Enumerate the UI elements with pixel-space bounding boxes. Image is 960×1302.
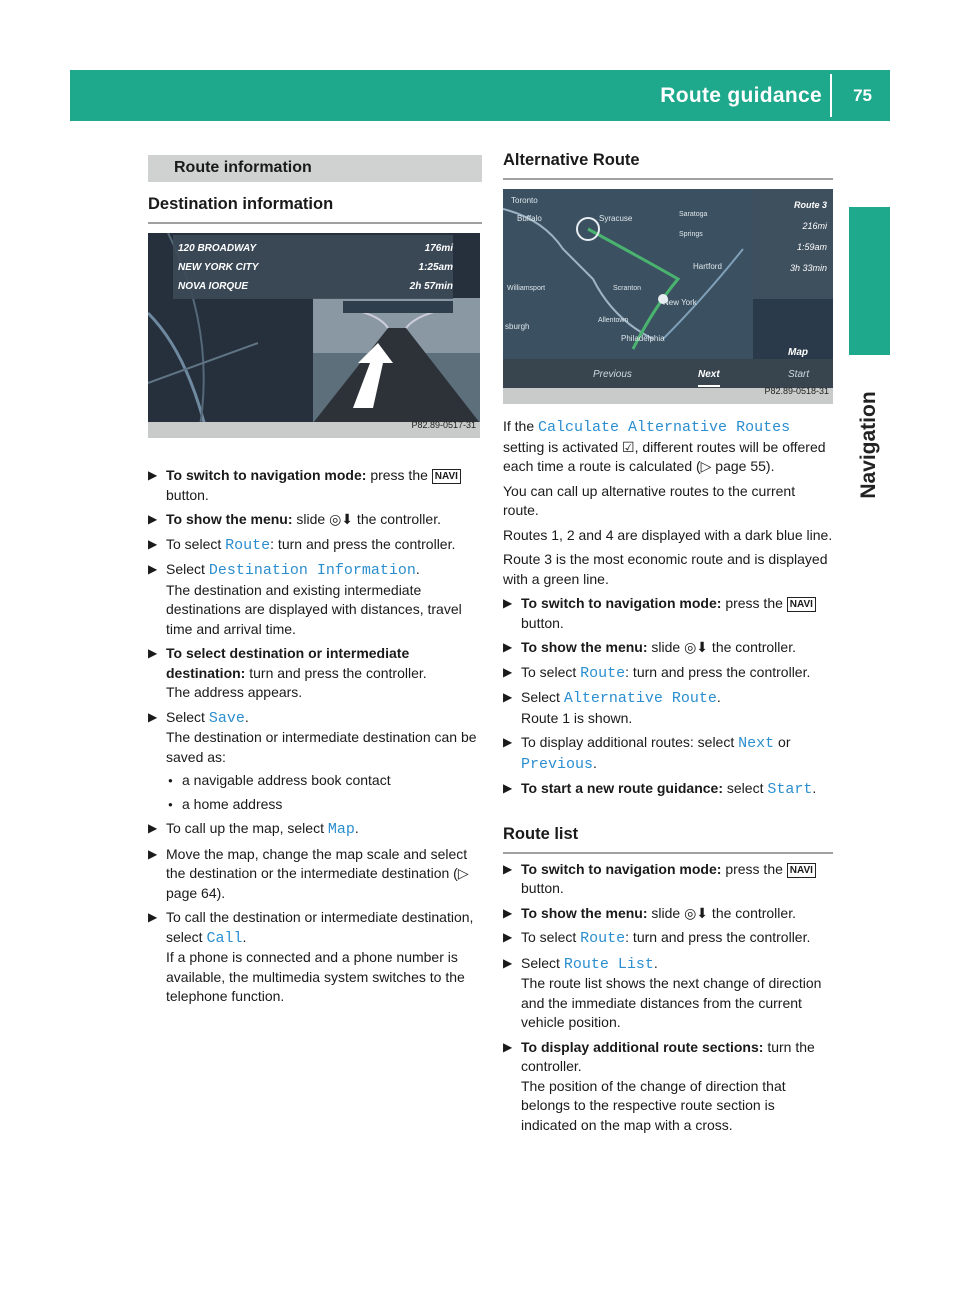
city-label: Williamsport [507,285,546,292]
text-run: Move the map, change the map scale and select the destination or the intermediate destination (▷ page 64). [166,845,469,901]
bullet-icon: ● [168,799,173,809]
bold-text: To show the menu: [521,639,652,655]
city-label: Syracuse [599,214,633,223]
bold-text: To select destination or intermediate destination: [166,645,410,681]
instruction-step [503,860,833,899]
step-text [521,779,833,800]
route-arrival: 1:59am [796,242,827,252]
text-run: . [415,561,420,577]
step-arrow-icon: ▶ [503,596,513,610]
step-text [166,466,482,505]
step-text [166,535,482,556]
step-result: The destination and existing intermediate destinations are displayed with distances, travel time and arrival time. [166,581,462,637]
instruction-step [503,904,833,924]
instruction-step [503,733,833,774]
city-label: New York [663,298,697,307]
step-text [182,771,482,791]
text-run: Routes 1, 2 and 4 are displayed with a dark blue line. [503,526,833,543]
step-text [166,560,482,581]
text-run: : turn and press the controller. [270,535,456,552]
city-label: Allentown [598,317,629,324]
text-run: If the [503,418,539,434]
text-run: To call the destination or intermediate destination, select [166,909,474,945]
dest-row [178,239,453,258]
step-arrow-icon: ▶ [148,536,158,551]
menu-item-text: Route List [563,955,654,973]
step-result: The destination or intermediate destination can be saved as: [166,729,477,765]
step-arrow-icon: ▶ [148,821,158,835]
instruction-step [503,928,833,949]
step-text [521,860,833,899]
section-bar: Route information [148,155,482,182]
step-arrow-icon: ▶ [148,468,158,482]
step-text [166,644,482,683]
instruction-step [148,908,482,1007]
dest-row-value: 1:25am [418,262,453,273]
text-run: . [812,780,817,796]
step-text [521,1038,833,1077]
step-text [521,663,833,684]
menu-item-text: Route [580,930,626,947]
step-result: The address appears. [166,684,303,700]
city-label: sburgh [505,322,530,331]
alternative-route-text [503,417,833,589]
text-run: select [726,780,768,796]
step-text [521,954,833,975]
step-text [166,908,482,948]
step-arrow-icon: ▶ [503,905,513,920]
text-run: press the [725,860,787,877]
route-duration: 3h 33min [789,263,827,273]
page-number: 75 [853,86,872,105]
bullet-item [148,771,482,791]
bullet-icon: ● [168,776,173,785]
bold-text: To display additional route sections: [521,1038,768,1055]
instruction-step [148,644,482,703]
dest-row-name: NOVA IORQUE [178,281,249,292]
city-label: Buffalo [517,214,542,223]
instruction-step [503,954,833,1033]
step-text [521,733,833,774]
step-text [166,510,482,530]
instruction-step [503,638,833,658]
header-divider [830,74,832,117]
city-label: Philadelphia [621,334,665,343]
dest-row-value: 2h 57min [409,281,453,292]
next-button[interactable]: Next [698,365,720,387]
dest-row-value: 176mi [424,243,453,254]
step-result: The position of the change of direction that belongs to the respective route section is indicated on the map with a cross. [521,1077,786,1133]
step-text [521,904,833,924]
instruction-step [503,1038,833,1136]
section-title: Route guidance [660,84,822,107]
text-run: To select [166,535,226,552]
step-text [521,928,833,949]
step-text [521,594,833,633]
bullet-item [148,795,482,815]
side-tab [849,207,890,355]
text-run: You can call up alternative routes to the current route. [503,482,796,518]
menu-item-text: Alternative Route [563,690,717,707]
bold-text: To start a new route guidance: [521,780,727,796]
text-run: . [653,954,658,971]
step-arrow-icon: ▶ [503,690,513,704]
figure-code: P82.89-0517-31 [411,419,476,430]
text-run: : turn and press the controller. [625,663,811,680]
step-arrow-icon: ▶ [503,955,513,970]
step-text [166,845,482,904]
instruction-step [148,510,482,530]
bold-text: To switch to navigation mode: [521,860,726,877]
instruction-step [503,779,833,800]
text-run: or [774,734,791,750]
text-run: To select [521,929,581,945]
map-button[interactable]: Map [788,347,808,358]
paragraph [503,550,833,589]
destination-heading: Destination information [148,194,482,224]
menu-item-text: Map [327,821,355,838]
menu-item-text: Start [767,781,813,798]
instruction-step [148,845,482,904]
city-label: Saratoga Springs [679,211,708,238]
step-text [166,708,482,729]
instruction-step [148,466,482,505]
menu-item-text: Calculate Alternative Routes [538,419,791,436]
right-instructions [503,594,833,800]
step-arrow-icon: ▶ [503,861,513,876]
alternative-route-heading: Alternative Route [503,150,833,180]
left-column [148,155,482,1007]
paragraph [503,417,833,477]
route-distance: 216mi [802,221,827,231]
step-arrow-icon: ▶ [148,562,158,576]
right-column [503,150,833,1135]
step-text [182,795,482,815]
step-arrow-icon: ▶ [148,512,158,526]
text-run: Select [521,689,564,705]
bold-text: To switch to navigation mode: [166,467,371,483]
dest-row [178,258,453,277]
step-arrow-icon: ▶ [148,646,158,660]
step-arrow-icon: ▶ [503,1039,513,1054]
text-run: Select [521,954,564,971]
step-result: Route 1 is shown. [521,709,633,726]
text-run: Route 3 is the most economic route and is displayed with a green line. [503,551,828,587]
bold-text: To switch to navigation mode: [521,595,726,611]
text-run: setting is activated ☑, different routes will be offered each time a route is calculated (▷ page 55). [503,438,826,474]
text-run: slide ◎⬇ the controller. [296,511,441,527]
page-header [70,70,890,121]
figure-code: P82.89-0518-31 [764,385,829,396]
text-run: slide ◎⬇ the controller. [651,904,796,921]
city-label: Toronto [511,196,538,205]
city-label: Scranton [613,285,642,292]
menu-item-text: Call [206,929,243,947]
step-text [521,638,833,658]
dest-row [178,277,453,296]
step-result: If a phone is connected and a phone number is available, the multimedia system switches to the telephone function. [166,949,465,1004]
step-arrow-icon: ▶ [148,709,158,724]
text-run: button. [521,614,564,631]
side-tab-label: Navigation [857,391,880,499]
menu-item-text: Save [208,709,245,727]
step-arrow-icon: ▶ [503,664,513,679]
start-button[interactable]: Start [788,369,810,380]
text-run: turn the controller. [521,1038,815,1074]
text-run: . [593,754,597,771]
menu-item-text: Next [738,735,775,752]
navi-key-icon: NAVI [787,597,816,612]
previous-button[interactable]: Previous [593,369,632,380]
step-arrow-icon: ▶ [503,735,513,749]
step-arrow-icon: ▶ [148,846,158,861]
text-run: Select [166,708,209,725]
paragraph [503,526,833,546]
text-run: a navigable address book contact [182,772,391,788]
navi-key-icon: NAVI [432,469,461,484]
city-label: Hartford [693,262,722,271]
menu-item-text: Previous [521,755,594,773]
route-list-heading: Route list [503,824,833,854]
bold-text: To show the menu: [166,511,297,527]
text-run: To display additional routes: select [521,734,739,750]
navi-key-icon: NAVI [787,863,816,878]
text-run: button. [521,880,564,896]
text-run: To call up the map, select [166,820,328,836]
route-panel [765,195,827,279]
text-run: : turn and press the controller. [625,929,811,945]
instruction-step [503,688,833,728]
text-run: slide ◎⬇ the controller. [651,639,796,655]
dest-row-name: NEW YORK CITY [178,262,259,273]
step-result: The route list shows the next change of direction and the immediate distances from the current vehicle position. [521,975,822,1030]
text-run: . [242,928,247,945]
bold-text: To show the menu: [521,904,652,921]
route-list-instructions [503,860,833,1136]
destination-rows [178,239,453,296]
instruction-step [148,708,482,768]
paragraph [503,482,833,521]
instruction-step [148,560,482,639]
text-run: a home address [182,795,283,812]
step-text [521,688,833,709]
destination-screenshot [148,233,480,438]
text-run: To select [521,663,581,680]
menu-item-text: Route [580,664,626,682]
text-run: . [716,689,721,705]
text-run: press the [725,595,787,611]
text-run: turn and press the controller. [249,664,427,681]
text-run: Select [166,561,209,577]
step-arrow-icon: ▶ [148,910,158,924]
text-run: button. [166,486,209,503]
left-instructions [148,466,482,1007]
route-label: Route 3 [793,200,827,210]
text-run: . [244,708,249,725]
step-text [166,819,482,840]
menu-item-text: Destination Information [208,562,416,579]
menu-item-text: Route [225,536,271,554]
step-arrow-icon: ▶ [503,640,513,654]
alternative-route-screenshot [503,189,833,404]
text-run: press the [370,467,432,483]
dest-row-name: 120 BROADWAY [178,243,257,254]
text-run: . [354,820,359,836]
step-arrow-icon: ▶ [503,930,513,944]
step-arrow-icon: ▶ [503,781,513,795]
instruction-step [503,663,833,684]
instruction-step [148,819,482,840]
instruction-step [503,594,833,633]
instruction-step [148,535,482,556]
